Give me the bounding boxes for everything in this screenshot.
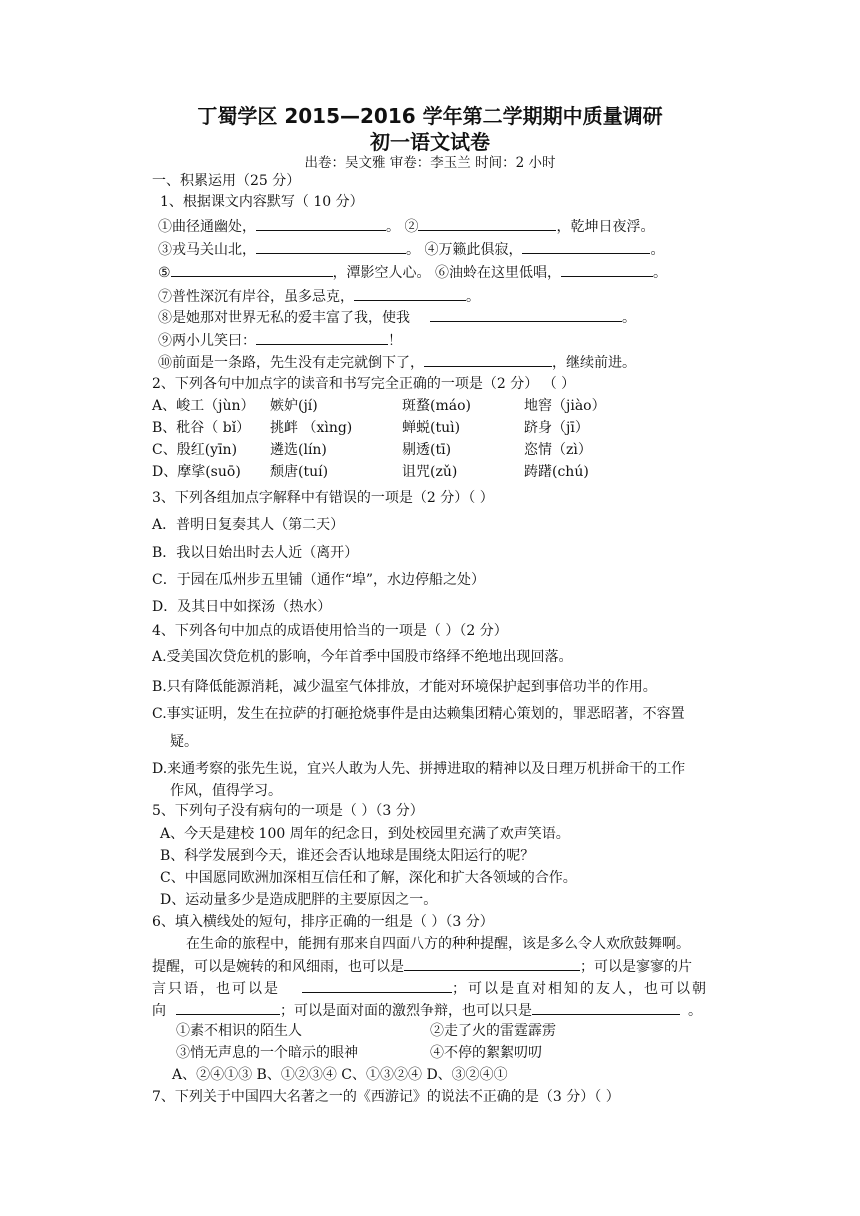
blank-line[interactable] (424, 353, 552, 367)
q1-row-6 (158, 331, 402, 350)
q6-passage-line (152, 979, 708, 998)
q1-row-7 (158, 353, 636, 372)
q6-passage-line (152, 957, 692, 976)
q6-text: 言只语，也可以是 (152, 981, 280, 997)
question-5-stem: 5、下列句子没有病句的一项是（ ）（3 分） (152, 803, 424, 819)
q2-option: 地窖（jiào） (524, 398, 606, 414)
blank-line[interactable] (522, 240, 650, 254)
q6-item-3: ③悄无声息的一个暗示的眼神 (176, 1045, 358, 1061)
q6-text: 向 (152, 1003, 166, 1019)
section-heading: 一、积累运用（25 分） (152, 173, 301, 189)
q6-text: ；可以是面对面的激烈争辩，也可以只是 (280, 1003, 532, 1019)
q4-option-a: A.受美国次贷危机的影响，今年首季中国股市络绎不绝地出现回落。 (152, 649, 573, 665)
q2-option: 遴选(lín) (270, 442, 327, 458)
blank-line[interactable] (532, 1001, 680, 1015)
q6-passage-line: 在生命的旅程中，能拥有那来自四面八方的种种提醒，该是多么令人欢欣鼓舞啊。 (186, 936, 690, 952)
question-4-stem: 4、下列各句中加点的成语使用恰当的一项是（ ）（2 分） (152, 623, 508, 639)
q1-text: 。 (650, 242, 665, 258)
q3-option-d: D．及其日中如探汤（热水） (152, 599, 332, 615)
q1-row-4 (158, 287, 480, 306)
q1-text: 。 ④万籁此俱寂， (406, 242, 523, 258)
blank-line[interactable] (256, 217, 386, 231)
q4-option-c-cont: 疑。 (170, 734, 198, 750)
q1-row-5 (158, 308, 636, 327)
q1-row-3 (158, 263, 667, 282)
q4-option-b: B.只有降低能源消耗，减少温室气体排放，才能对环境保护起到事倍功半的作用。 (152, 679, 657, 695)
question-6-stem: 6、填入横线处的短句，排序正确的一组是（ ）（3 分） (152, 914, 494, 930)
q6-text: 提醒，可以是婉转的和风细雨，也可以是 (152, 959, 404, 975)
q2-option: B、秕谷（ bǐ） (152, 420, 251, 436)
q5-option-d: D、运动量多少是造成肥胖的主要原因之一。 (160, 892, 438, 908)
q4-option-d: D.来通考察的张先生说，宜兴人敢为人先、拼搏进取的精神以及日理万机拼命干的工作 (152, 761, 686, 777)
q2-option: 踌躇(chú) (524, 464, 589, 480)
q2-option: 颓唐(tuí) (270, 464, 329, 480)
q6-choices: A、②④①③ B、①②③④ C、①③②④ D、③②④① (172, 1067, 508, 1083)
q6-text: ；可以是寥寥的片 (580, 959, 692, 975)
q5-option-b: B、科学发展到今天，谁还会否认地球是围绕太阳运行的呢？ (160, 848, 535, 864)
q6-text: ；可以是直对相知的友人，也可以朝 (452, 981, 708, 997)
q3-option-c: C．于园在瓜州步五里铺（通作“埠”，水边停船之处） (152, 572, 486, 588)
q1-text: ⑨两小儿笑曰： (158, 333, 256, 349)
q1-text: ⑩前面是一条路，先生没有走完就倒下了， (158, 355, 424, 371)
q1-text: ，继续前进。 (552, 355, 636, 371)
q2-option: 嫉妒(jí) (270, 398, 318, 414)
blank-line[interactable] (418, 217, 556, 231)
q2-option: 蝉蜕(tuì) (402, 420, 461, 436)
question-1-stem: 1、根据课文内容默写（ 10 分） (160, 194, 364, 210)
q1-text: 。 (466, 289, 480, 305)
question-2-stem: 2、下列各句中加点字的读音和书写完全正确的一项是（2 分） （ ） (152, 376, 576, 392)
blank-line[interactable] (404, 957, 580, 971)
q1-text: ③戎马关山北， (158, 242, 256, 258)
q1-text: ，潭影空人心。 ⑥油蛉在这里低唱， (332, 265, 562, 281)
exam-title: 丁蜀学区 2015—2016 学年第二学期期中质量调研 (197, 104, 663, 128)
q1-text: ⑤ (158, 265, 171, 281)
q6-text: 。 (688, 1003, 702, 1019)
blank-line[interactable] (171, 263, 333, 277)
q2-option: 诅咒(zǔ) (402, 464, 458, 480)
question-3-stem: 3、下列各组加点字解释中有错误的一项是（2 分）（ ） (152, 490, 494, 506)
q6-item-1: ①素不相识的陌生人 (176, 1023, 302, 1039)
blank-line[interactable] (256, 331, 388, 345)
exam-subtitle: 初一语文试卷 (370, 130, 490, 154)
q2-option: 恣情（zì） (524, 442, 592, 458)
q5-option-a: A、今天是建校 100 周年的纪念日，到处校园里充满了欢声笑语。 (160, 826, 570, 842)
q1-row-1 (158, 217, 654, 236)
q1-text: ，乾坤日夜浮。 (556, 219, 655, 235)
q4-option-d-cont: 作风，值得学习。 (170, 783, 282, 799)
q6-item-4: ④不停的絮絮叨叨 (430, 1045, 542, 1061)
q6-passage-line (152, 1001, 702, 1020)
q1-text: ⑦普性深沉有岸谷，虽多忌克， (158, 289, 354, 305)
q2-option: A、峻工（jùn） (152, 398, 255, 414)
q5-option-c: C、中国愿同欧洲加深相互信任和了解，深化和扩大各领域的合作。 (160, 870, 577, 886)
q3-option-a: A．普明日复奏其人（第二天） (152, 517, 345, 533)
q2-option: D、摩挲(suō) (152, 464, 241, 480)
question-7-stem: 7、下列关于中国四大名著之一的《西游记》的说法不正确的是（3 分）（ ） (152, 1089, 620, 1105)
blank-line[interactable] (176, 1001, 280, 1015)
blank-line[interactable] (354, 287, 466, 301)
q6-item-2: ②走了火的雷霆霹雳 (430, 1023, 556, 1039)
q2-option: 剔透(tī) (402, 442, 452, 458)
q4-option-c: C.事实证明，发生在拉萨的打砸抢烧事件是由达赖集团精心策划的，罪恶昭著，不容置 (152, 706, 685, 722)
q1-text: ！ (388, 333, 402, 349)
q1-text: 。 ② (386, 219, 419, 235)
q2-option: 斑蝥(máo) (402, 398, 471, 414)
q2-option: 跻身（jī） (524, 420, 589, 436)
q3-option-b: B．我以日始出时去人近（离开） (152, 545, 359, 561)
blank-line[interactable] (561, 263, 653, 277)
q1-row-2 (158, 240, 664, 259)
blank-line[interactable] (256, 240, 406, 254)
q1-text: ①曲径通幽处， (158, 219, 256, 235)
q1-text: ⑧是她那对世界无私的爱丰富了我，使我 (158, 310, 410, 326)
blank-line[interactable] (430, 308, 622, 322)
q2-option: 挑衅 （xìng) (270, 420, 353, 436)
q1-text: 。 (622, 310, 636, 326)
exam-meta: 出卷：吴文雅 审卷：李玉兰 时间：2 小时 (304, 155, 556, 171)
q2-option: C、殷红(yīn) (152, 442, 238, 458)
blank-line[interactable] (302, 979, 452, 993)
q1-text: 。 (653, 265, 668, 281)
